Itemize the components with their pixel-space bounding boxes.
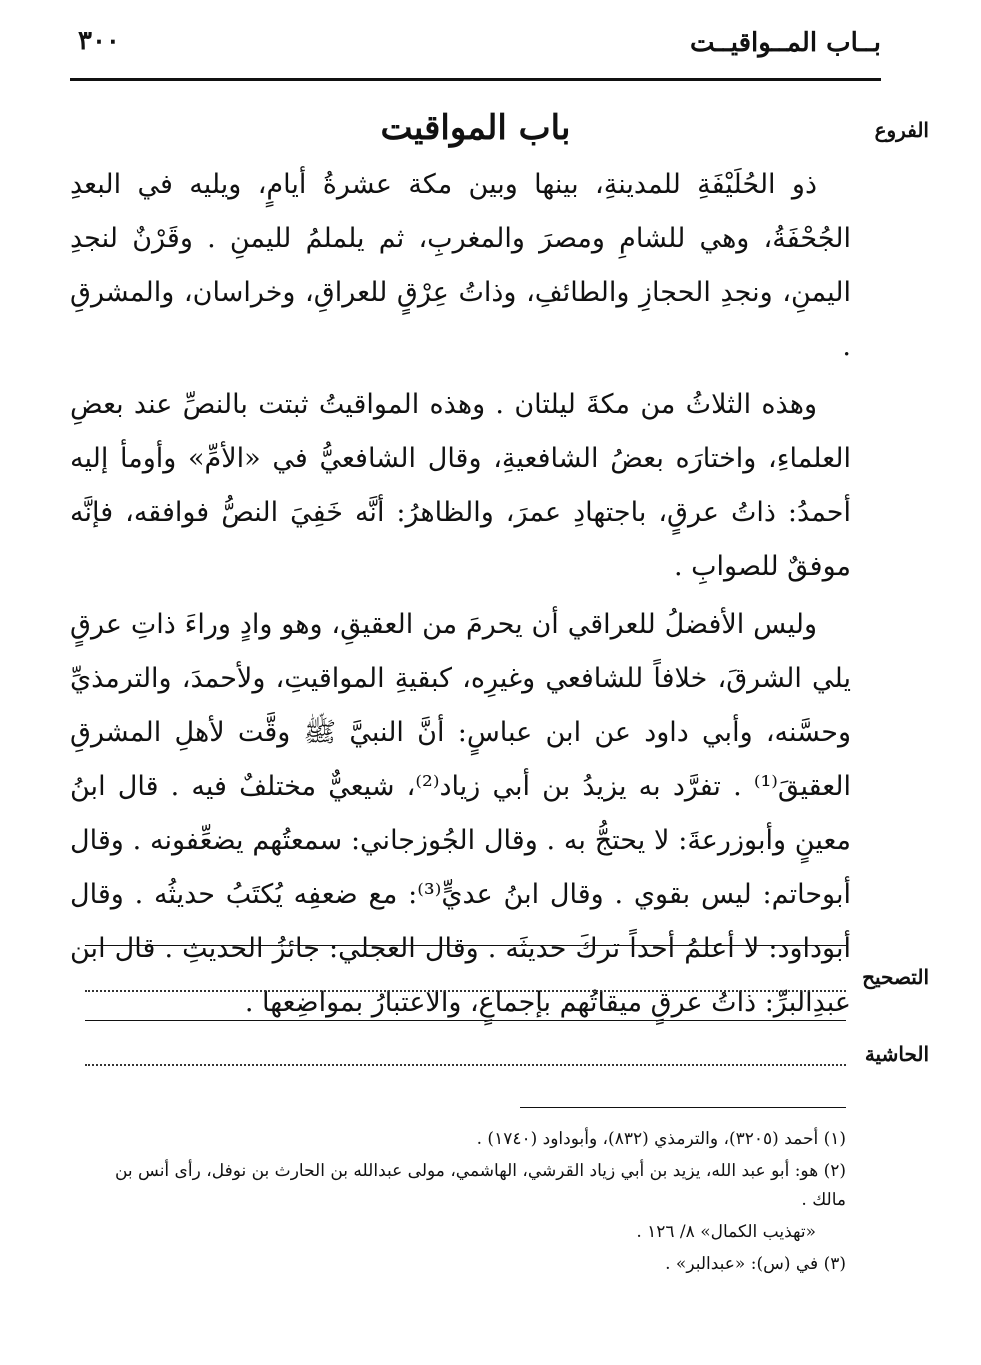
tashih-dotted-line bbox=[85, 990, 846, 992]
margin-label-hashiya: الحاشية bbox=[864, 1042, 929, 1066]
margin-label-tashih: التصحيح bbox=[862, 965, 929, 989]
paragraph: وهذه الثلاثُ من مكةَ ليلتان . وهذه المواقيتُ ثبتت بالنصِّ عند بعضِ العلماءِ، واختارَه بعضُ الشافعيةِ، وقال الشافعيُّ في «الأمِّ» وأومأ إليه أحمدُ: ذاتُ عرقٍ، باجتهادِ عمرَ، والظاهرُ: أنَّه خَفِيَ النصُّ فوافقه، فإنَّه موفقٌ للصوابِ . bbox=[70, 389, 851, 582]
hashiya-top-rule bbox=[85, 1020, 846, 1021]
tashih-top-rule bbox=[85, 945, 846, 946]
footnote-2-continuation: «تهذيب الكمال» ٨/ ١٢٦ . bbox=[636, 1222, 816, 1242]
footnote-1: (١) أحمد (٣٢٠٥)، والترمذي (٨٣٢)، وأبوداود (١٧٤٠) . bbox=[476, 1129, 846, 1149]
footnotes bbox=[80, 1125, 846, 1282]
paragraph: ذو الحُلَيْفَةِ للمدينةِ، بينها وبين مكة عشرةُ أيامٍ، ويليه في البعدِ الجُحْفَةُ، وهي للشامِ ومصرَ والمغربِ، ثم يلملمُ لليمنِ . وقَرْنٌ لنجدِ اليمنِ، ونجدِ الحجازِ والطائفِ، وذاتُ عِرْقٍ للعراقِ، وخراسان، والمشرقِ . bbox=[70, 169, 851, 362]
hashiya-dotted-line bbox=[85, 1064, 846, 1066]
footnote-separator bbox=[520, 1107, 846, 1108]
main-text bbox=[70, 158, 851, 1034]
running-title: بــاب المــواقيــت bbox=[689, 28, 881, 58]
margin-label-furu: الفروع bbox=[874, 118, 929, 142]
paragraph: وليس الأفضلُ للعراقي أن يحرمَ من العقيقِ، وهو وادٍ وراءَ ذاتِ عرقٍ يلي الشرقَ، خلافاً للشافعي وغيرِه، كبقيةِ المواقيتِ، ولأحمدَ، والترمذيِّ وحسَّنه، وأبي داود عن ابن عباسٍ: أنَّ النبيَّ ﷺ وقَّت لأهلِ المشرقِ العقيقَ⁽¹⁾ . تفرَّد به يزيدُ بن أبي زياد⁽²⁾، شيعيٌّ مختلفٌ فيه . قال ابنُ معينٍ وأبوزرعةَ: لا يحتجُّ به . وقال الجُوزجاني: سمعتُهم يضعِّفونه . وقال أبوحاتم: ليس بقوي . وقال ابنُ عديٍّ⁽³⁾: مع ضعفِه يُكتَبُ حديثُه . وقال أبوداود: لا أعلمُ أحداً تركَ حديثَه . وقال العجلي: جائزُ الحديثِ . قال ابن عبدِالبرِّ: ذاتُ عرقٍ ميقاتُهم بإجماعٍ، والاعتبارُ بمواضِعها . bbox=[70, 609, 852, 1018]
footnote-2: (٢) هو: أبو عبد الله، يزيد بن أبي زياد القرشي، الهاشمي، مولى عبدالله بن الحارث بن نوفل، رأى أنس بن مالك . bbox=[114, 1161, 846, 1210]
header-rule bbox=[70, 78, 881, 81]
footnote-3: (٣) في (س): «عبدالبر» . bbox=[665, 1254, 846, 1274]
page-number: ٣٠٠ bbox=[78, 26, 120, 56]
chapter-title: باب المواقيت bbox=[380, 108, 571, 148]
